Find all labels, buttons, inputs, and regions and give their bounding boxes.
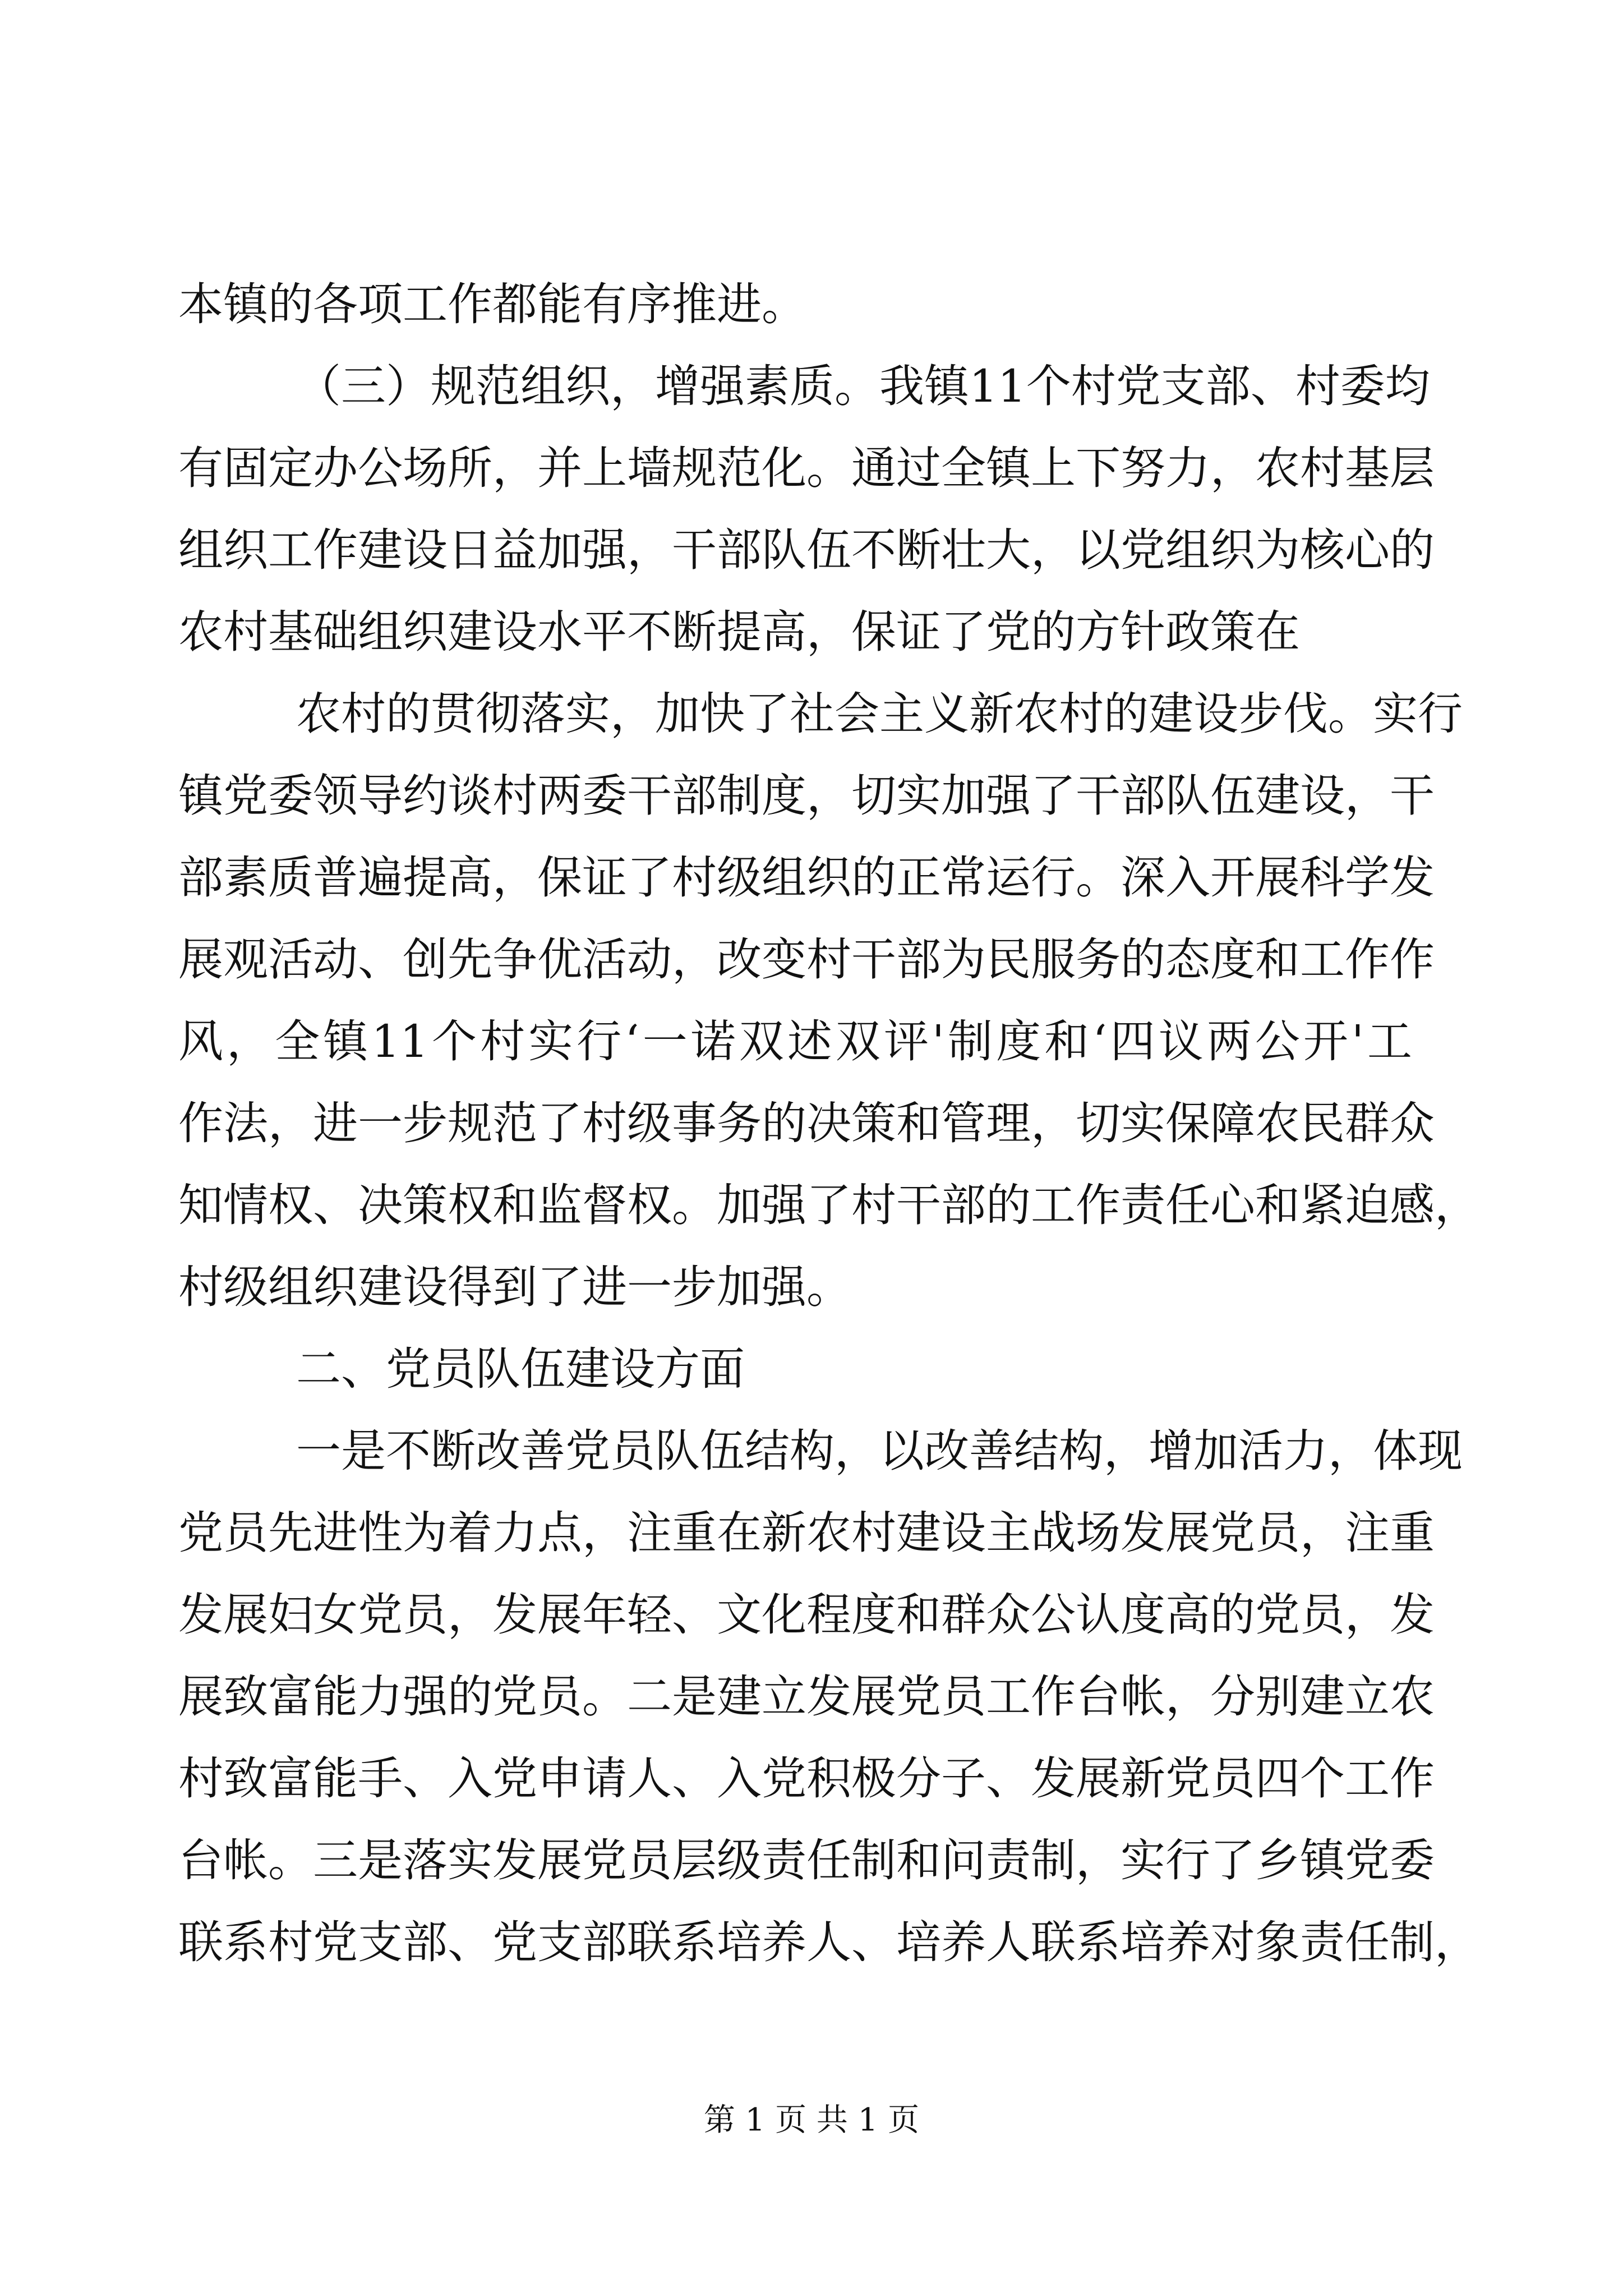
text-line: 有固定办公场所，并上墙规范化。通过全镇上下努力，农村基层 (178, 442, 1435, 494)
page-footer (0, 2101, 1623, 2140)
section-heading: 二、党员队伍建设方面 (296, 1343, 745, 1395)
page-number-label: 第 1 页 共 1 页 (703, 2102, 920, 2138)
text-line: 镇党委领导约谈村两委干部制度，切实加强了干部队伍建设，干 (178, 770, 1435, 822)
paragraph-heading-line: （三）规范组织，增强素质。我镇11个村党支部、村委均 (296, 360, 1430, 412)
text-line: 党员先进性为着力点，注重在新农村建设主战场发展党员，注重 (178, 1507, 1435, 1559)
text-line: 发展妇女党员，发展年轻、文化程度和群众公认度高的党员，发 (178, 1589, 1435, 1641)
text-line: 一是不断改善党员队伍结构，以改善结构，增加活力，体现 (296, 1425, 1463, 1477)
text-line: 本镇的各项工作都能有序推进。 (178, 278, 806, 330)
text-line: 农村的贯彻落实，加快了社会主义新农村的建设步伐。实行 (296, 688, 1463, 740)
text-line: 作法，进一步规范了村级事务的决策和管理，切实保障农民群众 (178, 1097, 1435, 1149)
text-line: 村致富能手、入党申请人、入党积极分子、发展新党员四个工作 (178, 1752, 1435, 1805)
text-line: 联系村党支部、党支部联系培养人、培养人联系培养对象责任制， (178, 1916, 1479, 1968)
text-line: 风，全镇11个村实行‘一诺双述双评'制度和‘四议两公开'工 (178, 1015, 1412, 1068)
text-line: 部素质普遍提高，保证了村级组织的正常运行。深入开展科学发 (178, 852, 1435, 904)
text-line: 展观活动、创先争优活动，改变村干部为民服务的态度和工作作 (178, 933, 1435, 986)
text-line: 台帐。三是落实发展党员层级责任制和问责制，实行了乡镇党委 (178, 1834, 1435, 1887)
text-line: 农村基础组织建设水平不断提高，保证了党的方针政策在 (178, 606, 1300, 658)
text-line: 村级组织建设得到了进一步加强。 (178, 1261, 851, 1313)
text-line: 组织工作建设日益加强，干部队伍不断壮大，以党组织为核心的 (178, 524, 1435, 576)
text-line: 展致富能力强的党员。二是建立发展党员工作台帐，分别建立农 (178, 1671, 1435, 1723)
text-line: 知情权、决策权和监督权。加强了村干部的工作责任心和紧迫感， (178, 1179, 1479, 1231)
document-body (178, 264, 1479, 1984)
